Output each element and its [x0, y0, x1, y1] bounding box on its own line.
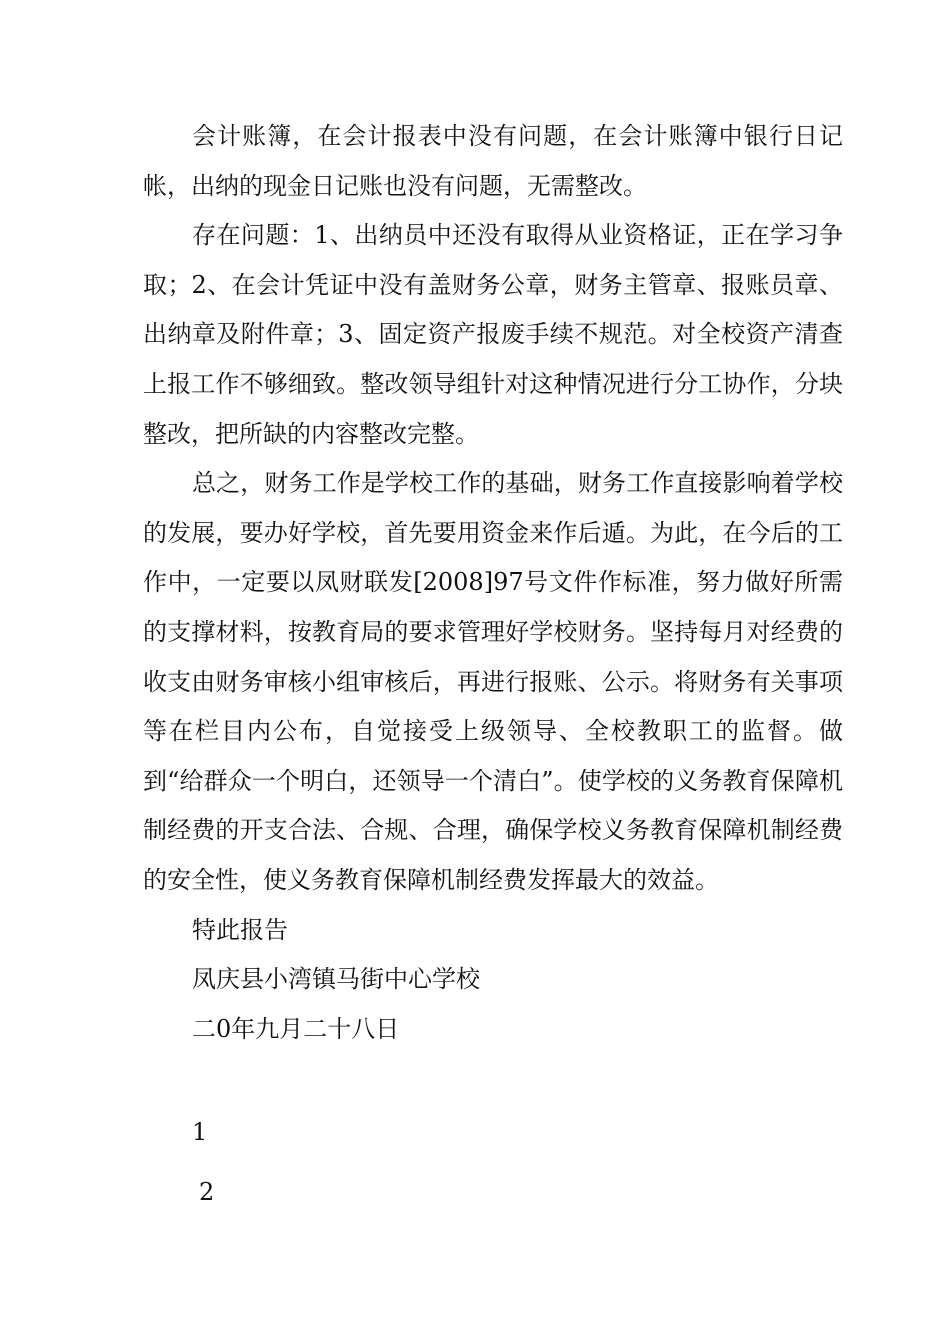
report-closing-line: 特此报告: [192, 915, 288, 944]
paragraph-existing-problems: 存在问题：1、出纳员中还没有取得从业资格证，正在学习争取；2、在会计凭证中没有盖财务公章，财务主管章、报账员章、出纳章及附件章；3、固定资产报废手续不规范。对全校资产清查上报工作不够细致。整改领导组针对这种情况进行分工协作，分块整改，把所缺的内容整改完整。: [143, 221, 843, 448]
page-number-1: 1: [192, 1118, 208, 1146]
paragraph-accounting-books: 会计账簿，在会计报表中没有问题，在会计账簿中银行日记帐，出纳的现金日记账也没有问题，无需整改。: [143, 122, 843, 200]
report-date: 二0年九月二十八日: [192, 1014, 400, 1043]
page-number-2: 2: [199, 1178, 215, 1206]
organization-name: 凤庆县小湾镇马街中心学校: [192, 965, 480, 994]
document-body: [143, 112, 843, 1054]
paragraph-summary: 总之，财务工作是学校工作的基础，财务工作直接影响着学校的发展，要办好学校，首先要用资金来作后遁。为此，在今后的工作中，一定要以凤财联发[2008]97号文件作标准，努力做好所需的支撑材料，按教育局的要求管理好学校财务。坚持每月对经费的收支由财务审核小组审核后，再进行报账、公示。将财务有关事项等在栏目内公布，自觉接受上级领导、全校教职工的监督。做到“给群众一个明白，还领导一个清白”。使学校的义务教育保障机制经费的开支合法、合规、合理，确保学校义务教育保障机制经费的安全性，使义务教育保障机制经费发挥最大的效益。: [143, 469, 843, 894]
